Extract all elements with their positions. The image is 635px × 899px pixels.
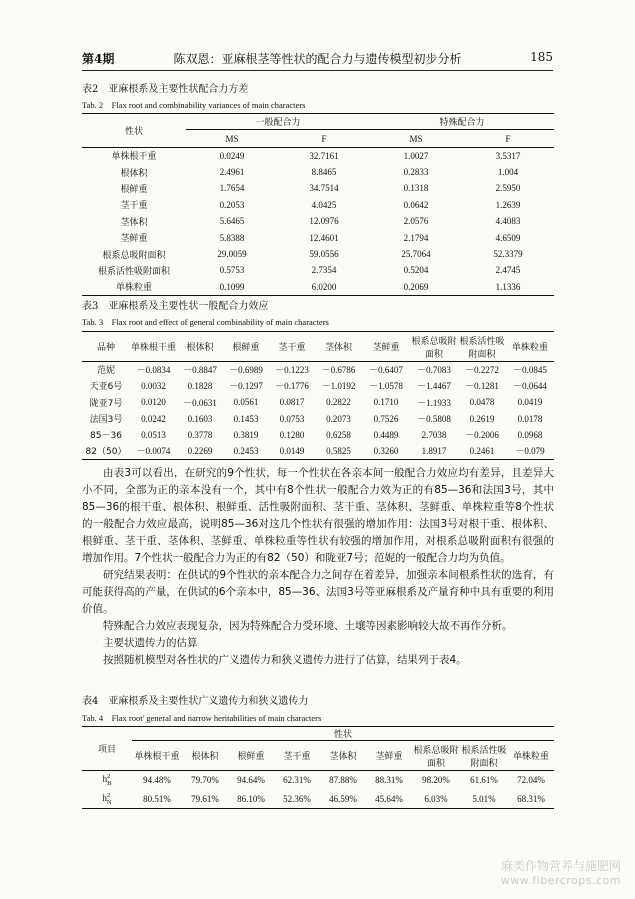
value-cell: －0.0644 [513,381,547,392]
table2-sub-header: MS [225,133,239,144]
value-cell: 4.0425 [311,199,337,210]
table-row [82,410,554,426]
column-header: 根系总吸附面积 [413,745,459,769]
value-cell: 0.6258 [326,429,351,440]
column-header: 单株根干重 [130,343,176,353]
column-header: 单株粒重 [511,343,548,353]
value-cell: 12.4601 [309,232,339,243]
value-cell: 2.4745 [495,265,521,276]
value-cell: 0.0561 [233,397,259,408]
value-cell: 0.0419 [517,397,543,408]
value-cell: －0.0845 [513,365,547,376]
value-cell: －0.6989 [229,365,263,376]
column-header: 茎鲜重 [372,343,400,353]
value-cell: 0.2069 [403,281,429,292]
value-cell: 0.0149 [279,445,305,456]
value-cell: 1.1336 [495,281,521,292]
table2-trait-header: 性状 [124,127,143,137]
value-cell: 0.2053 [219,199,245,210]
column-header: 茎干重 [278,343,306,353]
value-cell: 0.0753 [279,413,305,424]
value-cell: －0.7083 [417,365,451,376]
value-cell: 4.6509 [495,232,521,243]
value-cell: －0.6407 [369,365,403,376]
value-cell: －0.8847 [183,365,217,376]
value-cell: 79.70% [191,775,219,786]
value-cell: 94.48% [143,775,171,786]
value-cell: 94.64% [237,775,265,786]
column-header: 根鲜重 [232,343,260,353]
variety-name: 82（50） [85,447,127,458]
table2-sub-header: MS [409,133,423,144]
column-header: 单株根干重 [134,752,180,762]
column-header: 根系活性吸附面积 [461,745,507,769]
table-row [82,213,554,229]
value-cell: 80.51% [143,793,171,804]
value-cell: 87.88% [329,775,357,786]
table3 [82,331,554,460]
table-row [82,197,554,213]
paragraph: 特殊配合力效应表现复杂，因为特殊配合力受环境、土壤等因素影响较大故不再作分析。 [103,620,513,632]
table4-item-header: 项目 [97,745,116,755]
trait-name: 单株根干重 [111,152,157,163]
value-cell: 0.0478 [469,397,495,408]
value-cell: 59.0556 [309,249,339,260]
value-cell: －0.1776 [275,381,309,392]
table2-sub-header: F [505,133,511,144]
value-cell: 0.0513 [141,429,166,440]
value-cell: －0.0631 [183,397,217,408]
variety-name: 范妮 [96,366,115,377]
table-row [82,262,554,278]
value-cell: 5.8388 [219,232,245,243]
value-cell: 52.36% [283,793,311,804]
column-header: 根体积 [191,752,219,762]
value-cell: 0.2269 [187,445,213,456]
table4-header-row [82,741,554,771]
trait-name: 根鲜重 [120,184,148,195]
value-cell: －0.5808 [417,414,451,425]
watermark-url: www.fibercrops.com [500,874,621,887]
symbol-scripts [107,792,112,806]
value-cell: 0.1828 [187,380,213,391]
table4-caption-en: Tab. 4 Flax root' general and narrow heritabilities of main characters [82,713,322,723]
value-cell: 0.1280 [279,429,305,440]
value-cell: 0.5753 [219,265,245,276]
table-row [82,279,554,295]
table3-body [82,362,554,460]
watermark [501,857,621,887]
trait-name: 茎体积 [120,217,148,228]
value-cell: 2.5950 [495,183,521,194]
subscript: N [106,798,112,806]
symbol-base: h [102,792,107,803]
value-cell: 8.8465 [311,167,337,178]
value-cell: －0.1281 [465,381,499,392]
value-cell: 0.1318 [403,183,429,194]
value-cell: 0.0249 [219,150,245,161]
value-cell: 2.7354 [311,265,337,276]
table4-group-header: 性状 [132,727,554,741]
value-cell: 2.7038 [421,429,447,440]
value-cell: 72.04% [517,775,545,786]
symbol-scripts [107,773,111,787]
page-number: 185 [530,50,553,64]
subscript: B [107,780,112,788]
value-cell: 0.2073 [326,413,351,424]
table-row [82,180,554,196]
value-cell: 98.20% [422,775,450,786]
value-cell: 2.0576 [403,216,429,227]
heritability-label [82,771,132,790]
value-cell: 0.2833 [403,167,429,178]
value-cell: 5.01% [472,793,496,804]
paragraph: 按照随机模型对各性状的广义遗传力和狭义遗传力进行了估算，结果列于表4。 [103,654,467,666]
trait-name: 茎鲜重 [120,234,148,245]
value-cell: 6.03% [424,793,448,804]
value-cell: 0.0120 [141,397,166,408]
value-cell: 3.5317 [495,150,521,161]
value-cell: 2.1794 [403,232,429,243]
value-cell: 0.1710 [373,397,399,408]
value-cell: 0.1603 [187,413,213,424]
value-cell: 1.7654 [219,183,245,194]
value-cell: －0.0834 [136,365,171,376]
value-cell: －0.0074 [136,446,171,457]
value-cell: －1.0192 [321,381,356,392]
column-header: 根系总吸附面积 [411,336,457,360]
value-cell: 0.5825 [326,445,351,456]
column-header: 茎鲜重 [375,752,403,762]
value-cell: 0.0032 [141,380,166,391]
table2-gca-header: 一般配合力 [186,114,370,130]
table-row [82,246,554,262]
value-cell: 6.0200 [311,281,337,292]
trait-name: 茎干重 [120,201,148,212]
value-cell: 0.0242 [141,413,166,424]
heritability-label [82,790,132,809]
table-row [82,164,554,180]
value-cell: 0.2453 [233,445,259,456]
value-cell: 68.31% [517,793,545,804]
value-cell: －0.079 [515,446,545,457]
trait-name: 单株粒重 [115,283,152,294]
table3-caption-en: Tab. 3 Flax root and effect of general combinability of main characters [82,317,329,327]
watermark-site-name: 麻类作物营养与施肥网 [500,859,621,873]
value-cell: 88.31% [375,775,403,786]
table-row [82,771,554,790]
table-row [82,443,554,459]
value-cell: 0.2822 [326,397,351,408]
variety-name: 陇亚7号 [89,398,123,409]
table2 [82,113,554,296]
column-header: 根系活性吸附面积 [459,336,505,360]
column-header: 根体积 [186,343,214,353]
paragraph: 研究结果表明：在供试的9个性状的亲本配合力之间存在着差异，加强亲本间根系性状的选育，有可能获得高的产量，在供试的6个亲本中，85—36、法国3号等亚麻根系及产量育种中具有重要的利用价值。 [82,569,554,615]
column-header: 茎体积 [324,343,352,353]
value-cell: －0.1223 [275,365,309,376]
paragraph: 由表3可以看出，在研究的9个性状，每一个性状在各亲本间一般配合力效应均有差异，且差异大小不同，全部为正的亲本没有一个，其中有8个性状一般配合力效为正的有85—36和法国3号，其中85—36的根干重、根体积、根鲜重、活性吸附面积、茎干重、茎体积、茎鲜重、单株粒重等8个性状的一般配合力效应最高，说明85—36对这几个性状有很强的增加作用：法国3号对根干重、根体积、根鲜重、茎干重、茎体积、茎鲜重、单株粒重等性状有较强的增加作用，对根系总吸附面积有很强的增加作用。7个性状一般配合力为正的有82（50）和陇亚7号；范妮的一般配合力均为负值。 [82,467,554,564]
value-cell: 34.7514 [309,183,339,194]
table-row [82,790,554,809]
table-row [82,378,554,394]
value-cell: 79.61% [191,793,219,804]
table3-header-row [82,332,554,362]
value-cell: 46.59% [329,793,357,804]
value-cell: 0.0178 [517,413,543,424]
value-cell: 25.7064 [401,249,431,260]
value-cell: 0.1099 [219,281,245,292]
value-cell: －1.1933 [417,397,451,408]
table-row [82,394,554,410]
column-header: 茎体积 [329,752,357,762]
table2-sub-header: F [321,133,327,144]
value-cell: －1.0578 [369,381,403,392]
superscript: 2 [106,791,111,799]
issue-number: 第4期 [82,52,115,66]
table4-body [82,771,554,809]
trait-name: 根体积 [120,168,148,179]
body-text [82,465,554,669]
value-cell: 0.2461 [469,445,495,456]
table2-body [82,148,554,296]
value-cell: 1.8917 [421,445,447,456]
subheading: 主要状遗传力的估算 [103,637,198,649]
variety-name: 85－36 [90,431,122,442]
table2-caption-en: Tab. 2 Flax root and combinability variances of main characters [82,100,306,110]
symbol-base: h [102,774,108,785]
variety-name: 天亚6号 [89,382,123,393]
value-cell: 0.3778 [187,429,213,440]
value-cell: 29.0059 [217,249,247,260]
table4-caption-cn: 表4 亚麻根系及主要性状广义遗传力和狭义遗传力 [82,696,309,707]
value-cell: 0.1453 [233,413,259,424]
running-title: 陈双恩：亚麻根茎等性状的配合力与遗传模型初步分析 [173,52,462,66]
variety-name: 法国3号 [89,415,123,426]
table2-sca-header: 特殊配合力 [370,114,554,130]
value-cell: 61.61% [470,775,498,786]
table-row [82,427,554,443]
value-cell: 0.0817 [279,397,305,408]
value-cell: 0.0968 [517,429,543,440]
value-cell: 12.0976 [309,216,339,227]
value-cell: 4.4083 [495,216,521,227]
value-cell: 1.2639 [495,199,521,210]
superscript: 2 [107,773,111,781]
header-rule [82,70,553,71]
value-cell: 1.004 [497,167,519,178]
value-cell: 0.7526 [373,413,399,424]
value-cell: 62.31% [283,775,311,786]
value-cell: 0.5204 [403,265,429,276]
value-cell: 0.4489 [373,429,399,440]
table4 [82,726,554,809]
value-cell: 45.64% [375,793,403,804]
value-cell: －0.2006 [465,430,499,441]
column-header: 根鲜重 [237,752,265,762]
column-header: 茎干重 [283,752,311,762]
value-cell: 0.3260 [373,445,399,456]
trait-name: 根系活性吸附面积 [97,266,170,277]
table-row [82,362,554,378]
trait-name: 根系总吸附面积 [102,250,166,261]
value-cell: 0.2619 [469,413,495,424]
value-cell: 32.7161 [309,150,339,161]
value-cell: 1.0027 [403,150,429,161]
value-cell: 2.4961 [219,167,245,178]
value-cell: 52.3379 [493,249,523,260]
column-header: 单株粒重 [512,752,549,762]
value-cell: －1.4467 [417,381,451,392]
value-cell: －0.6786 [321,365,356,376]
value-cell: 5.6465 [219,216,245,227]
value-cell: 0.3819 [233,429,259,440]
running-header [82,50,553,70]
value-cell: 0.0642 [403,199,429,210]
table-row [82,229,554,245]
table3-caption-cn: 表3 亚麻根系及主要性状一般配合力效应 [82,301,269,312]
table2-caption-cn: 表2 亚麻根系及主要性状配合力方差 [82,84,249,95]
column-header: 品种 [96,343,115,353]
value-cell: －0.1297 [229,381,263,392]
value-cell: －0.2272 [465,365,499,376]
table-row [82,148,554,164]
value-cell: 86.10% [237,793,265,804]
